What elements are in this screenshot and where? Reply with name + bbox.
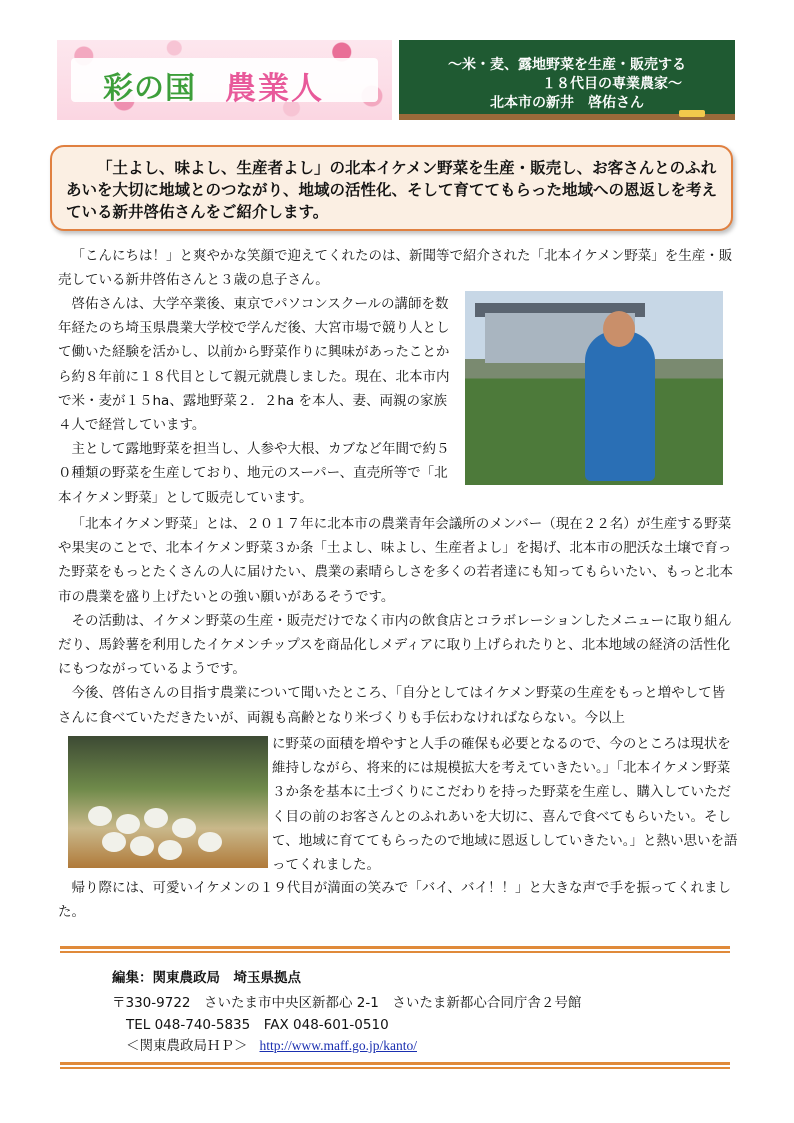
- photo-head: [603, 311, 635, 347]
- turnip-shape: [102, 832, 126, 852]
- subtitle-line-3: 北本市の新井 啓佑さん: [490, 95, 644, 111]
- homepage-label: ＜関東農政局ＨＰ＞: [126, 1038, 248, 1054]
- paragraph-7: に野菜の面積を増やすと人手の確保も必要となるので、今のところは現状を維持しながら、将来的には規模拡大を考えていきたい。」「北本イケメン野菜３か条を基本に土づくりにこだわりを持った野菜を生産し、購入していただく目の前のお客さんとのふれあいを大切に、喜んで食べてもらいたい。そして、地域に育ててもらったので地域に恩返ししていきたい。」と熱い思いを語ってくれました。: [272, 736, 738, 874]
- paragraph-3: 主として露地野菜を担当し、人参や大根、カブなど年間で約５０種類の野菜を生産しており、地元のスーパー、直売所等で「北本イケメン野菜」として販売しています。: [58, 441, 450, 506]
- turnip-shape: [130, 836, 154, 856]
- turnip-shape: [144, 808, 168, 828]
- footer-rule: [60, 1067, 730, 1069]
- subtitle-line-2: １８代目の専業農家～: [542, 76, 682, 92]
- title-nougyoujin: 農業人: [225, 71, 324, 107]
- turnip-shape: [116, 814, 140, 834]
- paragraph-2: 啓佑さんは、大学卒業後、東京でパソコンスクールの講師を数年経たのち埼玉県農業大学校で学んだ後、大宮市場で競り人として働いた経験を活かし、以前から野菜作りに興味があったことから約８年前に１８代目として親元就農しました。現在、北本市内で米・麦が１５ha、露地野菜２．２ha を本人、妻、両親の家族４人で経営しています。: [58, 296, 450, 434]
- eraser-icon: [679, 110, 705, 117]
- turnip-shape: [88, 806, 112, 826]
- paragraph-1: 「こんにちは！」と爽やかな笑顔で迎えてくれたのは、新聞等で紹介された「北本イケメン野菜」を生産・販売している新井啓佑さんと３歳の息子さん。: [58, 248, 733, 289]
- title-sai-no-kuni: 彩の国: [103, 71, 196, 106]
- turnip-shape: [158, 840, 182, 860]
- paragraph-group-left: [58, 292, 456, 510]
- subtitle-line-1: ～米・麦、露地野菜を生産・販売する: [448, 57, 686, 73]
- intro-box: [50, 145, 733, 231]
- footer-rule: [60, 951, 730, 953]
- header: [57, 40, 735, 120]
- turnip-crate-photo: [68, 736, 268, 868]
- farmer-photo: [465, 291, 723, 485]
- paragraph-8: 帰り際には、可愛いイケメンの１９代目が満面の笑みで「バイ、バイ！！」と大きな声で手を振ってくれました。: [58, 880, 731, 921]
- paragraph-4: 「北本イケメン野菜」とは、２０１７年に北本市の農業青年会議所のメンバー（現在２２名）が生産する野菜や果実のことで、北本イケメン野菜３か条「土よし、味よし、生産者よし」を掲げ、北本市の肥沃な土壌で育った野菜をもっとたくさんの人に届けたい、農業の素晴らしさを多くの若者達にも知ってもらいたい、もっと北本市の農業を盛り上げたいとの強い願いがあるそうです。: [58, 516, 733, 605]
- turnip-shape: [172, 818, 196, 838]
- chalkboard-subtitle: [399, 40, 735, 120]
- paragraph-6: 今後、啓佑さんの目指す農業について聞いたところ、「自分としてはイケメン野菜の生産をもっと増やして皆さんに食べていただきたいが、両親も高齢となり米づくりも手伝わなければならない。今以上: [58, 685, 726, 726]
- footer-phone: TEL 048-740-5835 FAX 048-601-0510: [126, 1017, 389, 1033]
- paragraph-group-full: [58, 512, 738, 730]
- footer-homepage: [126, 1034, 417, 1054]
- footer-editor: 編集：関東農政局 埼玉県拠点: [112, 970, 301, 986]
- homepage-link[interactable]: http://www.maff.go.jp/kanto/: [259, 1038, 417, 1053]
- footer-rule: [60, 1062, 730, 1065]
- footer-rule: [60, 946, 730, 949]
- photo-person: [585, 331, 655, 481]
- intro-text: 「土よし、味よし、生産者よし」の北本イケメン野菜を生産・販売し、お客さんとのふれあいを大切に地域とのつながり、地域の活性化、そして育ててもらった地域への恩返しを考えている新井啓佑さんをご紹介します。: [66, 159, 718, 221]
- paragraph-5: その活動は、イケメン野菜の生産・販売だけでなく市内の飲食店とコラボレーションしたメニューに取り組んだり、馬鈴薯を利用したイケメンチップスを商品化しメディアに取り上げられたりと、北本地域の経済の活性化にもつながっているようです。: [58, 612, 732, 678]
- header-title-banner: [57, 40, 392, 120]
- turnip-shape: [198, 832, 222, 852]
- footer-address: 〒330-9722 さいたま市中央区新都心 2-1 さいたま新都心合同庁舎２号館: [112, 995, 582, 1011]
